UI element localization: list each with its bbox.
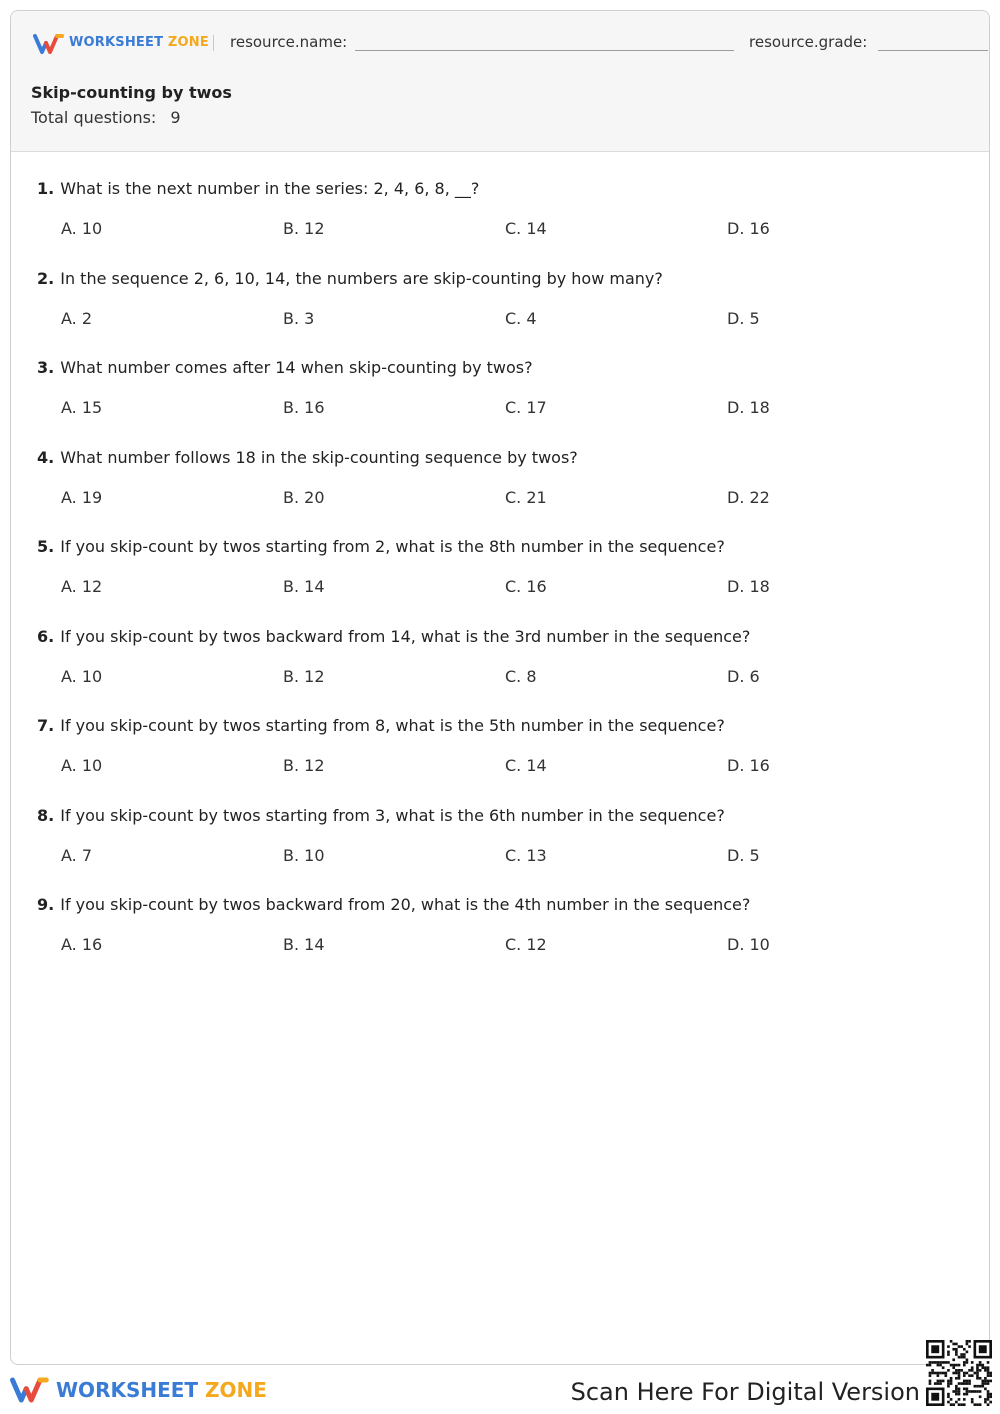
- question-prompt: What number follows 18 in the skip-counting sequence by twos?: [60, 448, 578, 467]
- question-number: 5.: [37, 537, 55, 556]
- question-item: [11, 798, 989, 878]
- answer-option[interactable]: B. 16: [283, 398, 325, 417]
- question-prompt: If you skip-count by twos backward from 20, what is the 4th number in the sequence?: [60, 895, 751, 914]
- resource-grade-field[interactable]: [878, 50, 988, 51]
- answer-option[interactable]: A. 2: [61, 309, 93, 328]
- answer-option[interactable]: A. 19: [61, 488, 103, 507]
- total-questions-value: 9: [170, 108, 181, 127]
- answer-option[interactable]: D. 16: [727, 219, 770, 238]
- question-text: [37, 716, 725, 735]
- answer-option[interactable]: D. 5: [727, 846, 760, 865]
- question-prompt: If you skip-count by twos backward from 14, what is the 3rd number in the sequence?: [60, 627, 751, 646]
- question-text: [37, 179, 479, 198]
- worksheet-header: [11, 11, 989, 152]
- answer-option[interactable]: B. 10: [283, 846, 325, 865]
- question-item: [11, 529, 989, 609]
- answer-option[interactable]: C. 4: [505, 309, 537, 328]
- total-questions: [31, 108, 181, 127]
- question-prompt: In the sequence 2, 6, 10, 14, the numbers are skip-counting by how many?: [60, 269, 663, 288]
- question-number: 8.: [37, 806, 55, 825]
- question-number: 1.: [37, 179, 55, 198]
- worksheet-title: Skip-counting by twos: [31, 83, 232, 102]
- answer-option[interactable]: C. 12: [505, 935, 547, 954]
- header-divider: [213, 35, 214, 51]
- answer-option[interactable]: B. 12: [283, 219, 325, 238]
- question-prompt: What is the next number in the series: 2, 4, 6, 8, __?: [60, 179, 480, 198]
- answer-option[interactable]: D. 22: [727, 488, 770, 507]
- question-text: [37, 627, 750, 646]
- question-item: [11, 261, 989, 341]
- answer-option[interactable]: B. 20: [283, 488, 325, 507]
- answer-option[interactable]: A. 15: [61, 398, 103, 417]
- brand-row: [33, 31, 990, 55]
- question-number: 9.: [37, 895, 55, 914]
- question-item: [11, 887, 989, 967]
- question-text: [37, 448, 578, 467]
- answer-option[interactable]: B. 14: [283, 935, 325, 954]
- brand-name: [69, 35, 209, 50]
- answer-option[interactable]: C. 14: [505, 219, 547, 238]
- answer-option[interactable]: A. 10: [61, 756, 103, 775]
- question-item: [11, 708, 989, 788]
- resource-name-label: resource.name:: [230, 33, 348, 51]
- qr-code-icon[interactable]: [926, 1340, 992, 1406]
- scan-instruction: Scan Here For Digital Version: [570, 1378, 920, 1406]
- answer-option[interactable]: A. 7: [61, 846, 93, 865]
- footer-brand-word-2: ZONE: [205, 1378, 267, 1402]
- footer-brand-name: [56, 1378, 267, 1402]
- answer-option[interactable]: C. 16: [505, 577, 547, 596]
- question-number: 6.: [37, 627, 55, 646]
- answer-option[interactable]: C. 8: [505, 667, 537, 686]
- question-number: 2.: [37, 269, 55, 288]
- resource-grade-label: resource.grade:: [749, 33, 868, 51]
- answer-option[interactable]: C. 21: [505, 488, 547, 507]
- question-text: [37, 806, 725, 825]
- question-item: [11, 619, 989, 699]
- answer-option[interactable]: B. 14: [283, 577, 325, 596]
- answer-option[interactable]: D. 18: [727, 577, 770, 596]
- worksheetzone-logo-icon: [10, 1376, 50, 1404]
- question-number: 7.: [37, 716, 55, 735]
- answer-option[interactable]: A. 10: [61, 667, 103, 686]
- question-text: [37, 358, 533, 377]
- resource-name-field[interactable]: [355, 50, 734, 51]
- answer-option[interactable]: B. 12: [283, 756, 325, 775]
- worksheet-sheet: [10, 10, 990, 1365]
- answer-option[interactable]: A. 10: [61, 219, 103, 238]
- question-prompt: If you skip-count by twos starting from 8, what is the 5th number in the sequence?: [60, 716, 725, 735]
- worksheetzone-logo-icon: [33, 33, 65, 55]
- question-prompt: If you skip-count by twos starting from 2, what is the 8th number in the sequence?: [60, 537, 725, 556]
- footer-brand-word-1: WORKSHEET: [56, 1378, 199, 1402]
- total-questions-label: Total questions:: [31, 108, 157, 127]
- question-item: [11, 350, 989, 430]
- question-text: [37, 895, 750, 914]
- answer-option[interactable]: A. 12: [61, 577, 103, 596]
- answer-option[interactable]: D. 18: [727, 398, 770, 417]
- question-number: 4.: [37, 448, 55, 467]
- answer-option[interactable]: C. 13: [505, 846, 547, 865]
- answer-option[interactable]: D. 10: [727, 935, 770, 954]
- question-item: [11, 171, 989, 251]
- answer-option[interactable]: D. 6: [727, 667, 760, 686]
- answer-option[interactable]: D. 5: [727, 309, 760, 328]
- answer-option[interactable]: D. 16: [727, 756, 770, 775]
- answer-option[interactable]: C. 14: [505, 756, 547, 775]
- answer-option[interactable]: B. 12: [283, 667, 325, 686]
- brand-word-2: ZONE: [167, 35, 209, 50]
- answer-option[interactable]: A. 16: [61, 935, 103, 954]
- brand-word-1: WORKSHEET: [69, 35, 164, 50]
- question-text: [37, 269, 663, 288]
- page-footer: [0, 1364, 1000, 1414]
- question-text: [37, 537, 725, 556]
- question-prompt: If you skip-count by twos starting from 3, what is the 6th number in the sequence?: [60, 806, 725, 825]
- answer-option[interactable]: B. 3: [283, 309, 315, 328]
- answer-option[interactable]: C. 17: [505, 398, 547, 417]
- question-prompt: What number comes after 14 when skip-counting by twos?: [60, 358, 533, 377]
- question-number: 3.: [37, 358, 55, 377]
- question-item: [11, 440, 989, 520]
